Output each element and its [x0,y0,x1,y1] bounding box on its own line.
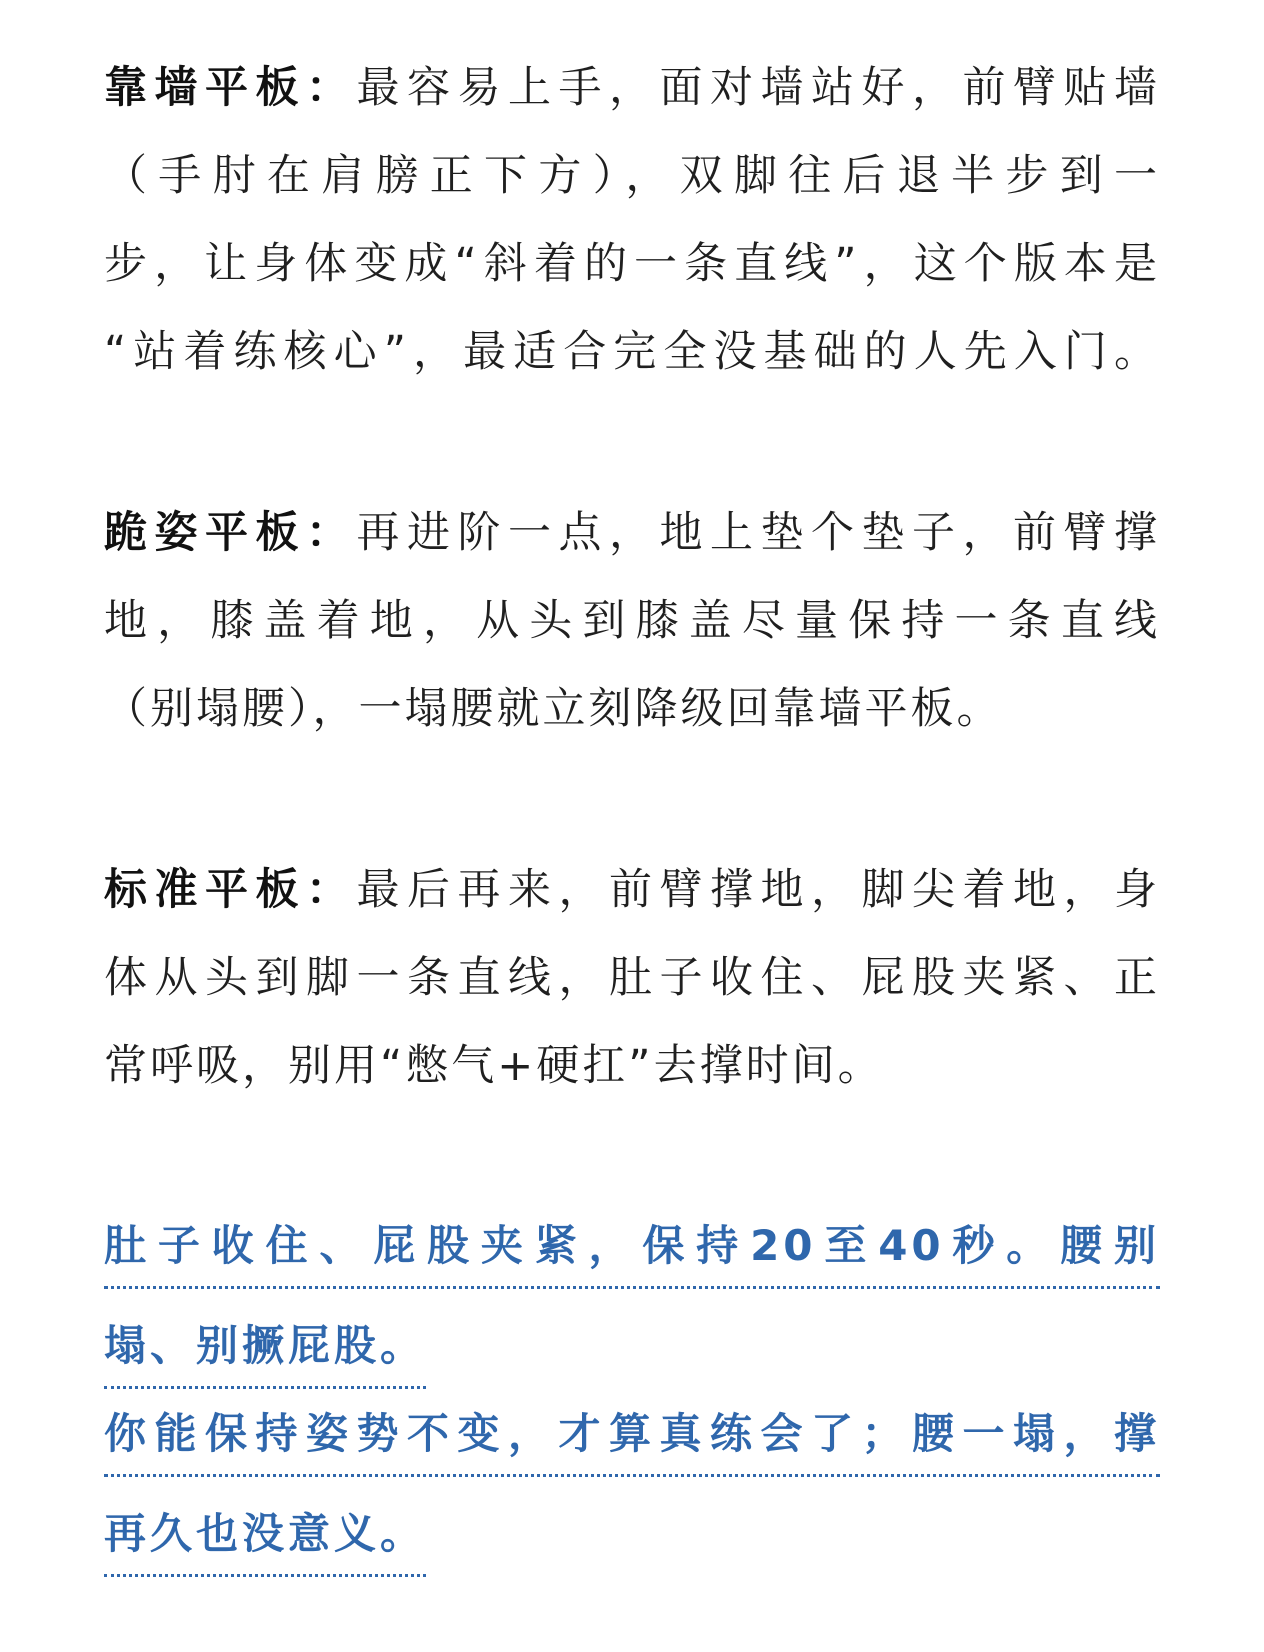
highlight-text: 塌、别撅屁股。 [104,1308,426,1389]
highlight-text: 再久也没意义。 [104,1496,426,1577]
section-wall-plank [104,44,1160,396]
paragraph-line [104,489,1160,577]
term-standard-plank: 标准平板： [104,865,357,915]
highlight-text: 你能保持姿势不变，才算真练会了；腰一塌，撑 [104,1396,1160,1477]
section-kneeling-plank [104,489,1160,753]
paragraph-line: 常呼吸，别用“憋气+硬扛”去撑时间。 [104,1041,884,1091]
paragraph-line: （别塌腰），一塌腰就立刻降级回靠墙平板。 [104,684,1003,734]
paragraph-line: “站着练核心”，最适合完全没基础的人先入门。 [104,327,1160,377]
paragraph-text: 最后再来，前臂撑地，脚尖着地，身 [356,865,1160,915]
highlight-block [104,1208,1160,1584]
highlight-line [104,1208,1160,1302]
paragraph-line [104,44,1160,132]
paragraph-line: 地，膝盖着地，从头到膝盖尽量保持一条直线 [104,596,1160,646]
highlight-text: 肚子收住、屁股夹紧，保持20至40秒。腰别 [104,1208,1160,1289]
paragraph-line [104,846,1160,934]
term-kneeling-plank: 跪姿平板： [104,508,357,558]
paragraph-text: 再进阶一点，地上垫个垫子，前臂撑 [356,508,1160,558]
term-wall-plank: 靠墙平板： [104,63,357,113]
paragraph-line: 体从头到脚一条直线，肚子收住、屁股夹紧、正 [104,953,1160,1003]
article-body [104,44,1160,1584]
paragraph-line: 步，让身体变成“斜着的一条直线”，这个版本是 [104,239,1160,289]
section-standard-plank [104,846,1160,1110]
paragraph-line: （手肘在肩膀正下方），双脚往后退半步到一 [104,151,1160,201]
highlight-line [104,1490,1160,1584]
highlight-line [104,1396,1160,1490]
highlight-line [104,1302,1160,1396]
paragraph-text: 最容易上手，面对墙站好，前臂贴墙 [356,63,1160,113]
